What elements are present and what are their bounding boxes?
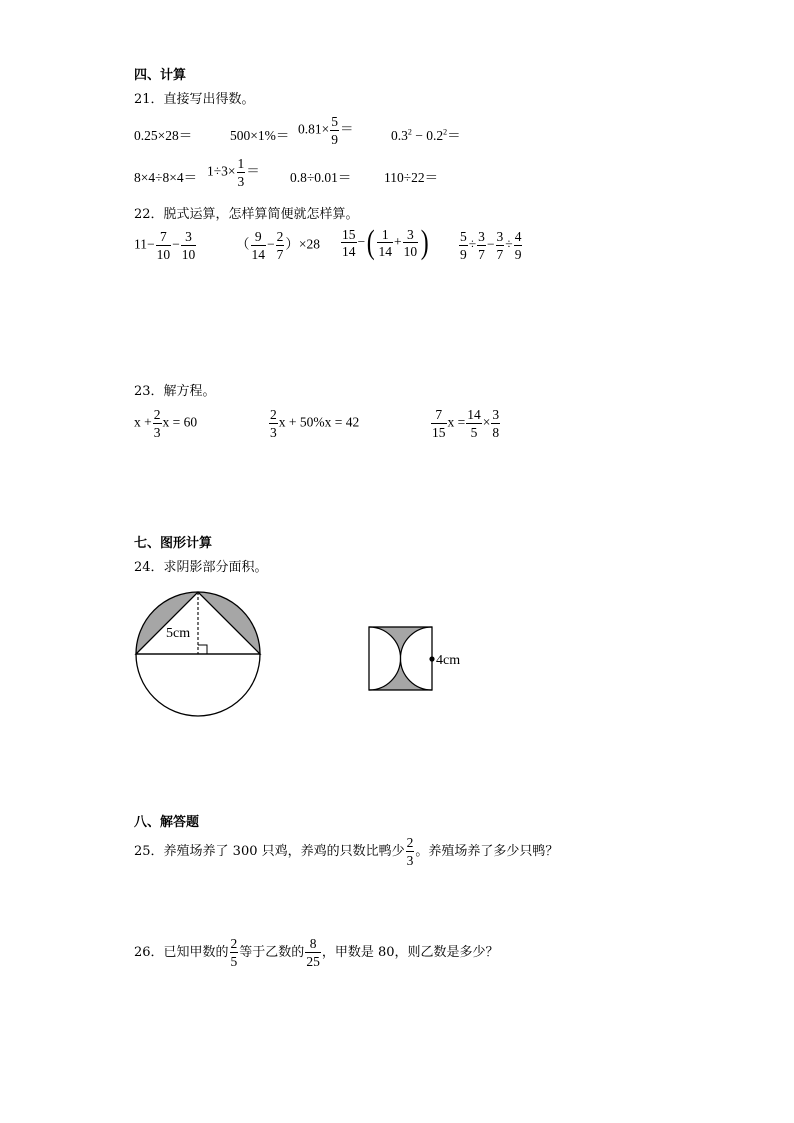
fig1-label: 5cm [166, 626, 191, 641]
q22-label: 22．脱式运算，怎样算简便就怎样算。 [134, 207, 359, 222]
q22-expr-3: $\frac{15}{14}$ −( $\frac{1}{14}$ + $\frac{3}{10}$ ) [342, 224, 429, 261]
q21-item-7: 0.8÷0.01＝ [290, 170, 352, 185]
section-title-word-problems: 八、解答题 [134, 815, 200, 830]
q22-expr-2: （ $\frac{9}{14}$ − $\frac{2}{7}$ ）×28 [236, 229, 320, 262]
q22-expr-1: 11− $\frac{7}{10}$ − $\frac{3}{10}$ [134, 229, 196, 262]
q26-text: 26．已知甲数的 $\frac{2}{5}$ 等于乙数的 $\frac{8}{25}$ ，甲数是 80，则乙数是多少？ [134, 936, 499, 969]
q21-item-8: 110÷22＝ [384, 170, 439, 185]
q22-expr-4: $\frac{5}{9}$ ÷ $\frac{3}{7}$ − $\frac{3}{7}$ ÷ $\frac{4}{9}$ [460, 229, 522, 262]
figure-square-semicircles [364, 622, 474, 696]
section-title-calc: 四、计算 [134, 68, 187, 83]
q23-eq-1: x + $\frac{2}{3}$ x = 60 [134, 407, 198, 440]
section-title-geometry: 七、图形计算 [134, 536, 213, 551]
fig2-label: 4cm [436, 653, 461, 668]
q21-item-4: $0.3^2 - 0.2^2=$ [391, 127, 461, 143]
q21-item-3: 0.81× $\frac{5}{9}$ ＝ [298, 114, 354, 147]
q23-eq-3: $\frac{7}{15}$ x = $\frac{14}{5}$ × $\frac{3}{8}$ [432, 407, 500, 440]
q23-eq-2: $\frac{2}{3}$ x + 50%x = 42 [270, 407, 360, 440]
figure-circle-triangle [128, 586, 268, 722]
q21-label: 21．直接写出得数。 [134, 92, 255, 107]
midpoint-dot [429, 656, 434, 661]
q24-label: 24．求阴影部分面积。 [134, 560, 268, 575]
q23-label: 23．解方程。 [134, 384, 216, 399]
q25-text: 25．养殖场养了 300 只鸡，养鸡的只数比鸭少 $\frac{2}{3}$ 。养殖场养了多少只鸭？ [134, 835, 559, 868]
q21-item-5: 8×4÷8×4＝ [134, 170, 198, 185]
q21-item-6: 1÷3× $\frac{1}{3}$ ＝ [207, 156, 260, 189]
q21-item-1: 0.25×28＝ [134, 128, 193, 143]
q21-item-2: 500×1%＝ [230, 128, 290, 143]
